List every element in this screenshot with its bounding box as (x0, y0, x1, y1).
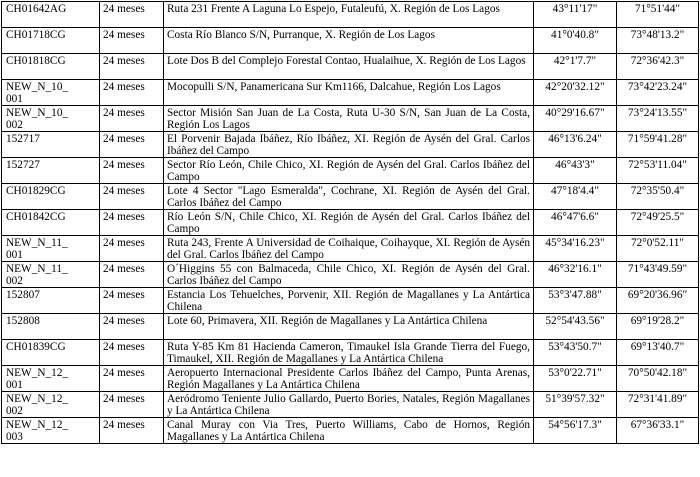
latitude-cell: 45°34'16.23" (534, 236, 617, 262)
period-cell: 24 meses (100, 392, 164, 418)
site-id-cell: 152717 (2, 132, 100, 158)
period-cell: 24 meses (100, 28, 164, 54)
longitude-cell: 69°20'36.96" (617, 288, 699, 314)
site-id-cell: NEW_N_11_ 001 (2, 236, 100, 262)
location-cell: Lote 4 Sector "Lago Esmeralda", Cochrane, XI. Región de Aysén del Gral. Carlos Ibáñez del Campo (164, 184, 534, 210)
site-id-cell: NEW_N_11_ 002 (2, 262, 100, 288)
table-row (2, 2, 699, 28)
longitude-cell: 72°31'41.89" (617, 392, 699, 418)
latitude-cell: 41°0'40.8" (534, 28, 617, 54)
period-cell: 24 meses (100, 132, 164, 158)
longitude-cell: 72°36'42.3" (617, 54, 699, 80)
period-cell: 24 meses (100, 2, 164, 28)
latitude-cell: 42°20'32.12" (534, 80, 617, 106)
site-id-cell: NEW_N_10_ 001 (2, 80, 100, 106)
longitude-cell: 72°49'25.5" (617, 210, 699, 236)
latitude-cell: 46°32'16.1" (534, 262, 617, 288)
period-cell: 24 meses (100, 210, 164, 236)
site-id-cell: NEW_N_12_ 001 (2, 366, 100, 392)
site-id-cell: CH01642AG (2, 2, 100, 28)
location-cell: Ruta 243, Frente A Universidad de Coihaique, Coihayque, XI. Región de Aysén del Gral. Carlos Ibáñez del Campo (164, 236, 534, 262)
period-cell: 24 meses (100, 236, 164, 262)
longitude-cell: 71°59'41.28" (617, 132, 699, 158)
site-id-cell: NEW_N_10_ 002 (2, 106, 100, 132)
location-cell: Lote Dos B del Complejo Forestal Contao, Hualaihue, X. Región de Los Lagos (164, 54, 534, 80)
location-cell: Aeródromo Teniente Julio Gallardo, Puerto Bories, Natales, Región Magallanes y La Antártica Chilena (164, 392, 534, 418)
latitude-cell: 46°47'6.6" (534, 210, 617, 236)
location-cell: Ruta Y-85 Km 81 Hacienda Cameron, Timaukel Isla Grande Tierra del Fuego, Timaukel, XII. Región de Magallanes y La Antártica Chilena (164, 340, 534, 366)
longitude-cell: 71°51'44" (617, 2, 699, 28)
table-row (2, 158, 699, 184)
period-cell: 24 meses (100, 314, 164, 340)
latitude-cell: 53°3'47.88" (534, 288, 617, 314)
location-cell: Ruta 231 Frente A Laguna Lo Espejo, Futaleufú, X. Región de Los Lagos (164, 2, 534, 28)
location-cell: El Porvenir Bajada Ibáñez, Río Ibáñez, XI. Región de Aysén del Gral. Carlos Ibáñez del Campo (164, 132, 534, 158)
site-id-cell: CH01842CG (2, 210, 100, 236)
latitude-cell: 43°11'17" (534, 2, 617, 28)
period-cell: 24 meses (100, 106, 164, 132)
longitude-cell: 72°53'11.04" (617, 158, 699, 184)
location-cell: Estancia Los Tehuelches, Porvenir, XII. Región de Magallanes y La Antártica Chilena (164, 288, 534, 314)
table-row (2, 54, 699, 80)
table-row (2, 184, 699, 210)
table-row (2, 262, 699, 288)
latitude-cell: 47°18'4.4" (534, 184, 617, 210)
site-id-cell: 152808 (2, 314, 100, 340)
table-row (2, 340, 699, 366)
table-row (2, 418, 699, 444)
latitude-cell: 46°43'3" (534, 158, 617, 184)
sites-table (1, 1, 699, 444)
table-row (2, 366, 699, 392)
latitude-cell: 42°1'7.7" (534, 54, 617, 80)
longitude-cell: 69°13'40.7" (617, 340, 699, 366)
location-cell: Canal Muray con Via Tres, Puerto Williams, Cabo de Hornos, Región Magallanes y La Antártica Chilena (164, 418, 534, 444)
location-cell: Sector Misión San Juan de La Costa, Ruta U-30 S/N, San Juan de La Costa, Región Los Lagos (164, 106, 534, 132)
location-cell: Aeropuerto Internacional Presidente Carlos Ibáñez del Campo, Punta Arenas, Región Magallanes y La Antártica Chilena (164, 366, 534, 392)
location-cell: Costa Río Blanco S/N, Purranque, X. Región de Los Lagos (164, 28, 534, 54)
location-cell: Río León S/N, Chile Chico, XI. Región de Aysén del Gral. Carlos Ibáñez del Campo (164, 210, 534, 236)
period-cell: 24 meses (100, 184, 164, 210)
site-id-cell: CH01718CG (2, 28, 100, 54)
period-cell: 24 meses (100, 288, 164, 314)
longitude-cell: 73°48'13.2" (617, 28, 699, 54)
table-row (2, 80, 699, 106)
location-cell: O´Higgins 55 con Balmaceda, Chile Chico, XI. Región de Aysén del Gral. Carlos Ibáñez del Campo (164, 262, 534, 288)
period-cell: 24 meses (100, 340, 164, 366)
period-cell: 24 meses (100, 80, 164, 106)
longitude-cell: 72°0'52.11" (617, 236, 699, 262)
location-cell: Lote 60, Primavera, XII. Región de Magallanes y La Antártica Chilena (164, 314, 534, 340)
site-id-cell: CH01839CG (2, 340, 100, 366)
table-row (2, 314, 699, 340)
latitude-cell: 53°0'22.71" (534, 366, 617, 392)
table-row (2, 28, 699, 54)
site-id-cell: CH01829CG (2, 184, 100, 210)
latitude-cell: 52°54'43.56" (534, 314, 617, 340)
period-cell: 24 meses (100, 366, 164, 392)
site-id-cell: NEW_N_12_ 002 (2, 392, 100, 418)
site-id-cell: 152807 (2, 288, 100, 314)
latitude-cell: 46°13'6.24" (534, 132, 617, 158)
longitude-cell: 67°36'33.1" (617, 418, 699, 444)
table-row (2, 210, 699, 236)
location-cell: Mocopulli S/N, Panamericana Sur Km1166, Dalcahue, Región Los Lagos (164, 80, 534, 106)
sites-table-body (2, 2, 699, 444)
longitude-cell: 69°19'28.2" (617, 314, 699, 340)
latitude-cell: 51°39'57.32" (534, 392, 617, 418)
longitude-cell: 71°43'49.59" (617, 262, 699, 288)
table-row (2, 106, 699, 132)
period-cell: 24 meses (100, 418, 164, 444)
latitude-cell: 40°29'16.67" (534, 106, 617, 132)
table-row (2, 392, 699, 418)
location-cell: Sector Río León, Chile Chico, XI. Región de Aysén del Gral. Carlos Ibáñez del Campo (164, 158, 534, 184)
period-cell: 24 meses (100, 158, 164, 184)
site-id-cell: NEW_N_12_ 003 (2, 418, 100, 444)
latitude-cell: 53°43'50.7" (534, 340, 617, 366)
table-row (2, 288, 699, 314)
latitude-cell: 54°56'17.3" (534, 418, 617, 444)
longitude-cell: 73°42'23.24" (617, 80, 699, 106)
longitude-cell: 70°50'42.18" (617, 366, 699, 392)
site-id-cell: 152727 (2, 158, 100, 184)
site-id-cell: CH01818CG (2, 54, 100, 80)
table-row (2, 132, 699, 158)
table-row (2, 236, 699, 262)
period-cell: 24 meses (100, 54, 164, 80)
longitude-cell: 72°35'50.4" (617, 184, 699, 210)
longitude-cell: 73°24'13.55" (617, 106, 699, 132)
period-cell: 24 meses (100, 262, 164, 288)
